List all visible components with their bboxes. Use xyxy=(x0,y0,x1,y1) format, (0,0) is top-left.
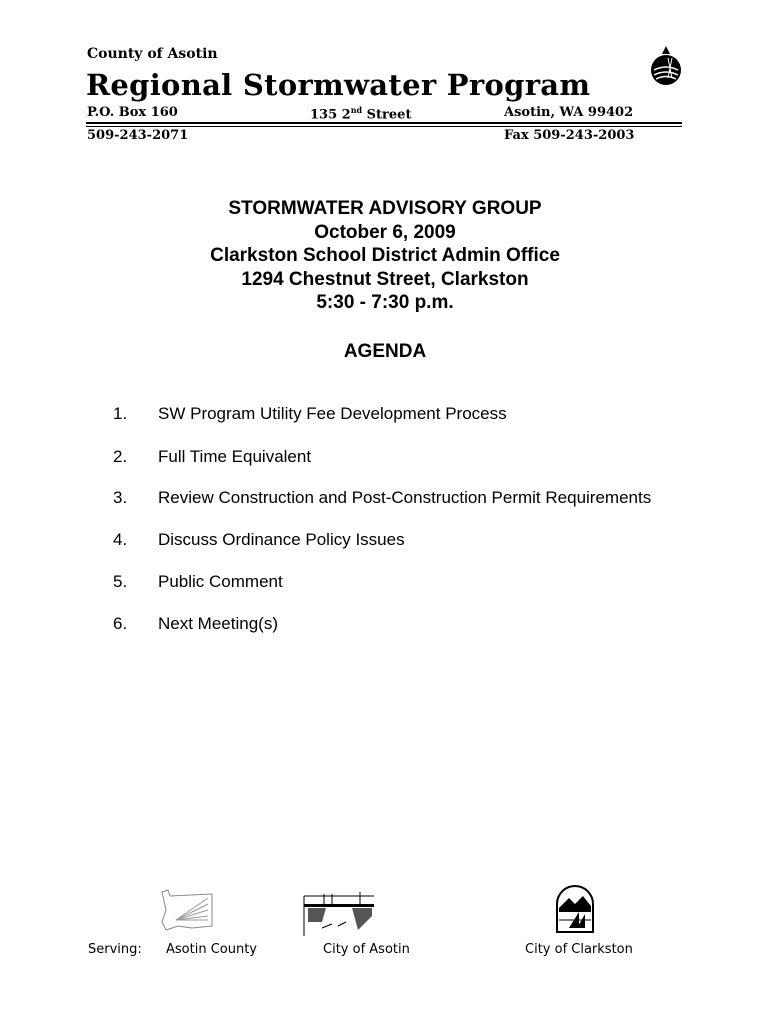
street-number: 135 2 xyxy=(310,107,351,123)
item-number: 5. xyxy=(113,572,128,591)
agenda-item xyxy=(113,447,311,467)
po-box: P.O. Box 160 xyxy=(87,105,178,120)
item-text: Full Time Equivalent xyxy=(158,447,312,466)
header-rule xyxy=(86,122,682,124)
agenda-heading: AGENDA xyxy=(343,341,427,362)
item-number: 4. xyxy=(113,530,128,549)
county-seal-icon xyxy=(650,44,682,86)
meeting-info xyxy=(0,197,770,315)
county-name: County of Asotin xyxy=(87,46,218,62)
item-number: 6. xyxy=(113,614,128,633)
city-state-zip: Asotin, WA 99402 xyxy=(504,105,634,120)
meeting-time: 5:30 - 7:30 p.m. xyxy=(316,292,454,314)
item-number: 2. xyxy=(113,447,128,466)
item-text: Discuss Ordinance Policy Issues xyxy=(158,530,405,549)
item-text: Review Construction and Post-Construction Permit Requirements xyxy=(158,488,652,507)
header-rule-thin xyxy=(86,126,682,127)
agenda-item xyxy=(113,614,278,634)
street-address xyxy=(310,105,411,122)
item-text: Public Comment xyxy=(158,572,283,591)
meeting-location: Clarkston School District Admin Office xyxy=(210,245,560,267)
agenda-item xyxy=(113,488,651,508)
agenda-item xyxy=(113,530,405,550)
serving-label: Serving: xyxy=(88,942,142,957)
item-text: SW Program Utility Fee Development Process xyxy=(158,404,507,423)
meeting-date: October 6, 2009 xyxy=(314,221,456,243)
item-number: 3. xyxy=(113,488,128,507)
asotin-county-map-icon xyxy=(158,886,216,934)
street-suffix: nd xyxy=(350,105,363,115)
city-of-asotin-icon xyxy=(302,890,374,936)
city-of-clarkston-label: City of Clarkston xyxy=(525,942,633,957)
program-title: Regional Stormwater Program xyxy=(86,68,591,102)
city-of-asotin-label: City of Asotin xyxy=(323,942,410,957)
fax-number: Fax 509-243-2003 xyxy=(504,128,635,143)
item-number: 1. xyxy=(113,404,128,423)
agenda-item xyxy=(113,572,283,592)
phone-number: 509-243-2071 xyxy=(87,128,189,143)
item-text: Next Meeting(s) xyxy=(158,614,278,633)
agenda-item xyxy=(113,404,507,424)
meeting-address: 1294 Chestnut Street, Clarkston xyxy=(241,268,529,290)
group-name: STORMWATER ADVISORY GROUP xyxy=(228,198,542,219)
city-of-clarkston-icon xyxy=(555,884,595,934)
street-name: Street xyxy=(362,107,412,123)
asotin-county-label: Asotin County xyxy=(166,942,257,957)
